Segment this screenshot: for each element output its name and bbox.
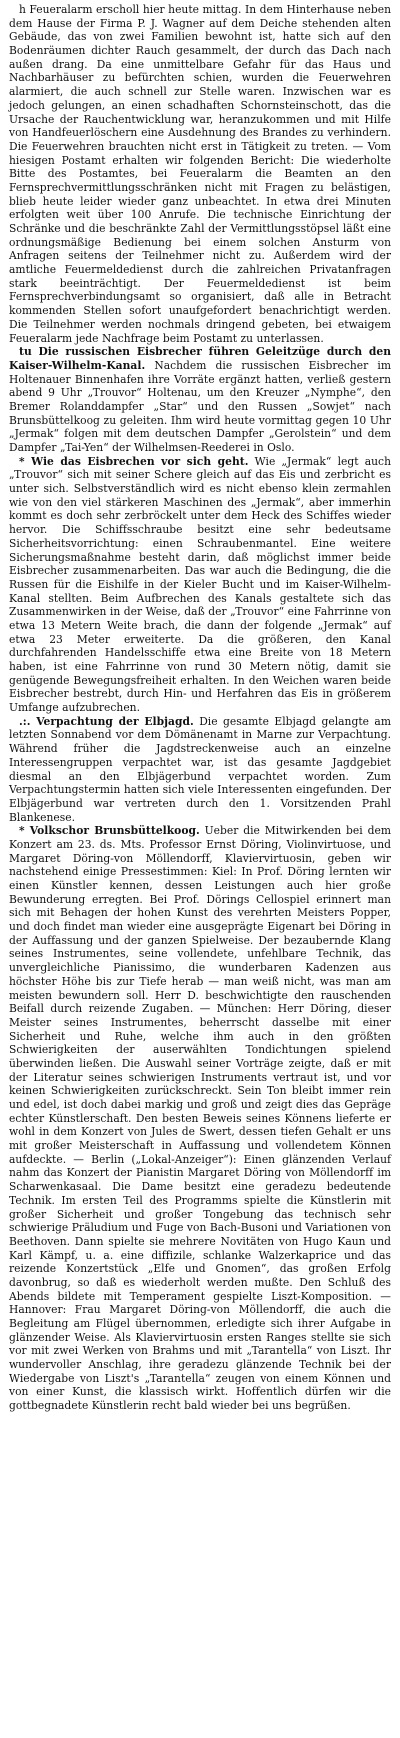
- article-paragraph: [9, 715, 391, 825]
- article-volkschor: [9, 824, 391, 1413]
- article-heading: .:. Verpachtung der Elbjagd.: [19, 714, 194, 728]
- article-body: Ueber die Mitwirkenden bei dem Konzert am 23. ds. Mts. Professor Ernst Döring, Violinvirtuose, und Margaret Döring-von Möllendorff, Klaviervirtuosin, geben wir nachstehend einige Pressestimmen: Kiel: In Prof. Döring lernten wir einen Künstler kennen, dessen Leistungen auch hier große Bewunderung erregten. Bei Prof. Dörings Cellospiel erinnert man sich mit Behagen der hohen Kunst des verehrten Meisters Popper, und doch findet man wieder eine ausgeprägte Eigenart bei Döring in der Auffassung und der ganzen Spielweise. Der bezaubernde Klang seines Instrumentes, seine vollendete, unfehlbare Technik, das unvergleichliche Pianissimo, die wunderbaren Kadenzen aus höchster Höhe bis zur Tiefe herab — man weiß nicht, was man am meisten bewundern soll. Herr D. beschwichtigte den rauschenden Beifall durch reizende Zugaben. — München: Herr Döring, dieser Meister seines Instrumentes, beherrscht dasselbe mit einer Sicherheit und Ruhe, welche ihm auch in den größten Schwierigkeiten der auserwählten Tondichtungen spielend überwinden ließen. Die Auswahl seiner Vorträge zeigte, daß er mit der Literatur seines schwierigen Instruments vertraut ist, und vor keinen Schwierigkeiten zurückschreckt. Sein Ton bleibt immer rein und edel, ist doch dabei markig und groß und zeigt dies das Gepräge echter Künstlerschaft. Den besten Beweis seines Könnens lieferte er wohl in dem Konzert von Jules de Swert, dessen tiefen Gehalt er uns mit großer Meisterschaft in Auffassung und vollendetem Können aufdeckte. — Berlin („Lokal-Anzeiger“): Einen glänzenden Verlauf nahm das Konzert der Pianistin Margaret Döring von Möllendorff im Scharwenkasaal. Die Dame besitzt eine geradezu bedeutende Technik. Im ersten Teil des Programms spielte die Künstlerin mit großer Sicherheit und großer Tongebung das technisch sehr schwierige Präludium und Fuge von Bach-Busoni und Variationen von Beethoven. Dann spielte sie mehrere Novitäten von Hugo Kaun und Karl Kämpf, u. a. eine diffizile, schlanke Walzerkaprice und das reizende Konzertstück „Elfe und Gnomen“, das großen Erfolg davonbrug, so daß es wiederholt werden mußte. Den Schluß des Abends bildete mit Temperament gespielte Liszt-Komposition. — Hannover: Frau Margaret Döring-von Möllendorff, die auch die Begleitung am Flügel übernommen, erledigte sich ihrer Aufgabe in glänzender Weise. Als Klaviervirtuosin ersten Ranges stellte sie sich vor mit zwei Werken von Brahms und mit „Tarantella“ von Liszt. Ihr wundervoller Anschlag, ihre geradezu glänzende Technik bei der Wiedergabe von Liszt's „Tarantella“ zeugen von einem Können und von einer Kunst, die klassisch wirkt. Hoffentlich dürfen wir die gottbegnadete Künstlerin recht bald wieder bei uns begrüßen.: [9, 824, 391, 1413]
- article-paragraph: [9, 824, 391, 1413]
- article-paragraph: [9, 455, 391, 715]
- article-body: Die gesamte Elbjagd gelangte am letzten Sonnabend vor dem Dömänenamt in Marne zur Verpachtung. Während früher die Jagdstreckenweise auch an einzelne Interessengruppen verpachtet war, ist das gesamte Jagdgebiet diesmal an den Elbjägerbund verpachtet worden. Zum Verpachtungstermin hatten sich viele Interessenten eingefunden. Der Elbjägerbund war vertreten durch den 1. Vorsitzenden Prahl Blankenese.: [9, 714, 391, 824]
- article-heading: * Volkschor Brunsbüttelkoog.: [19, 824, 200, 838]
- article-elbjagd: [9, 715, 391, 825]
- article-body: Wie „Jermak“ legt auch „Trouvor“ sich mit seiner Schere gleich auf das Eis und zerbricht es unter sich. Selbstverständlich wird es nicht ebenso klein zermahlen wie von den viel stärkeren Maschinen des „Jermak“, aber immerhin kommt es doch sehr zerbröckelt unter dem Heck des Schiffes wieder hervor. Die Schiffsschraube besitzt eine sehr bedeutsame Sicherheitsvorrichtung: einen Schraubenmantel. Eine weitere Sicherungsmaßnahme besteht darin, daß möglichst immer beide Eisbrecher zusammenarbeiten. Das war auch die Bedingung, die die Russen für die Eishilfe in der Kieler Bucht und im Kaiser-Wilhelm-Kanal stellten. Beim Aufbrechen des Kanals gestaltete sich das Zusammenwirken in der Weise, daß der „Trouvor“ eine Fahrrinne von etwa 13 Metern Weite brach, die dann der folgende „Jermak“ auf etwa 23 Meter erweiterte. Da die größeren, den Kanal durchfahrenden Handelsschiffe etwa eine Breite von 18 Metern haben, ist eine Fahrrinne von rund 30 Metern nötig, damit sie genügende Bewegungsfreiheit erhalten. In den Weichen waren beide Eisbrecher bestrebt, durch Hin- und Herfahren das Eis in größerem Umfange aufzubrechen.: [9, 454, 391, 715]
- article-russian-icebreakers: [9, 345, 391, 455]
- article-body: h Feueralarm erscholl hier heute mittag. In dem Hinterhause neben dem Hause der Firma P. J. Wagner auf dem Deiche stehenden alten Gebäude, das von zwei Familien bewohnt ist, hatte sich auf den Bodenräumen dichter Rauch gesammelt, der durch das Dach nach außen drang. Da eine unmittelbare Gefahr für das Haus und Nachbarhäuser zu befürchten schien, wurden die Feuerwehren alarmiert, die auch schnell zur Stelle waren. Inzwischen war es jedoch gelungen, an einen schadhaften Schornsteinschott, das die Ursache der Rauchentwicklung war, heranzukommen und mit Hilfe von Handfeuerlöschern eine Ausdehnung des Brandes zu verhindern. Die Feuerwehren brauchten nicht erst in Tätigkeit zu treten. — Vom hiesigen Postamt erhalten wir folgenden Bericht: Die wiederholte Bitte des Postamtes, bei Feueralarm die Beamten an den Fernsprechvermittlungsschränken nicht mit Fragen zu belästigen, blieb heute leider wieder ganz unbeachtet. In etwa drei Minuten erfolgten weit über 100 Anrufe. Die technische Einrichtung der Schränke und die beschränkte Zahl der Vermittlungsstöpsel läßt eine ordnungsmäßige Bedienung bei einem solchen Ansturm von Anfragen seitens der Teilnehmer nicht zu. Außerdem wird der amtliche Feuermeldedienst durch die zahlreichen Privatanfragen stark beeinträchtigt. Der Feuermeldedienst ist beim Fernsprechverbindungsamt so organisiert, daß alle in Betracht kommenden Stellen sofort unaufgefordert benachrichtigt werden. Die Teilnehmer werden nochmals dringend gebeten, bei etwaigem Feueralarm jede Nachfrage beim Postamt zu unterlassen.: [9, 3, 391, 345]
- article-paragraph: [9, 345, 391, 455]
- article-ice-breaking: [9, 455, 391, 715]
- article-body: Nachdem die russischen Eisbrecher im Holtenauer Binnenhafen ihre Vorräte ergänzt hatten, verließ gestern abend 9 Uhr „Trouvor“ Holtenau, um den Kreuzer „Nymphe“, den Bremer Rolanddampfer „Star“ und den Russen „Sowjet“ nach Brunsbüttelkoog zu geleiten. Ihm wird heute vormittag gegen 10 Uhr „Jermak“ folgen mit dem deutschen Dampfer „Gerolstein“ und dem Dampfer „Tai-Yen“ der Wilhelmsen-Reederei in Oslo.: [9, 358, 391, 454]
- article-fire-alarm: [9, 3, 391, 345]
- article-heading: * Wie das Eisbrechen vor sich geht.: [19, 454, 249, 468]
- article-heading: tu Die russischen Eisbrecher führen Geleitzüge durch den Kaiser-Wilhelm-Kanal.: [9, 345, 391, 372]
